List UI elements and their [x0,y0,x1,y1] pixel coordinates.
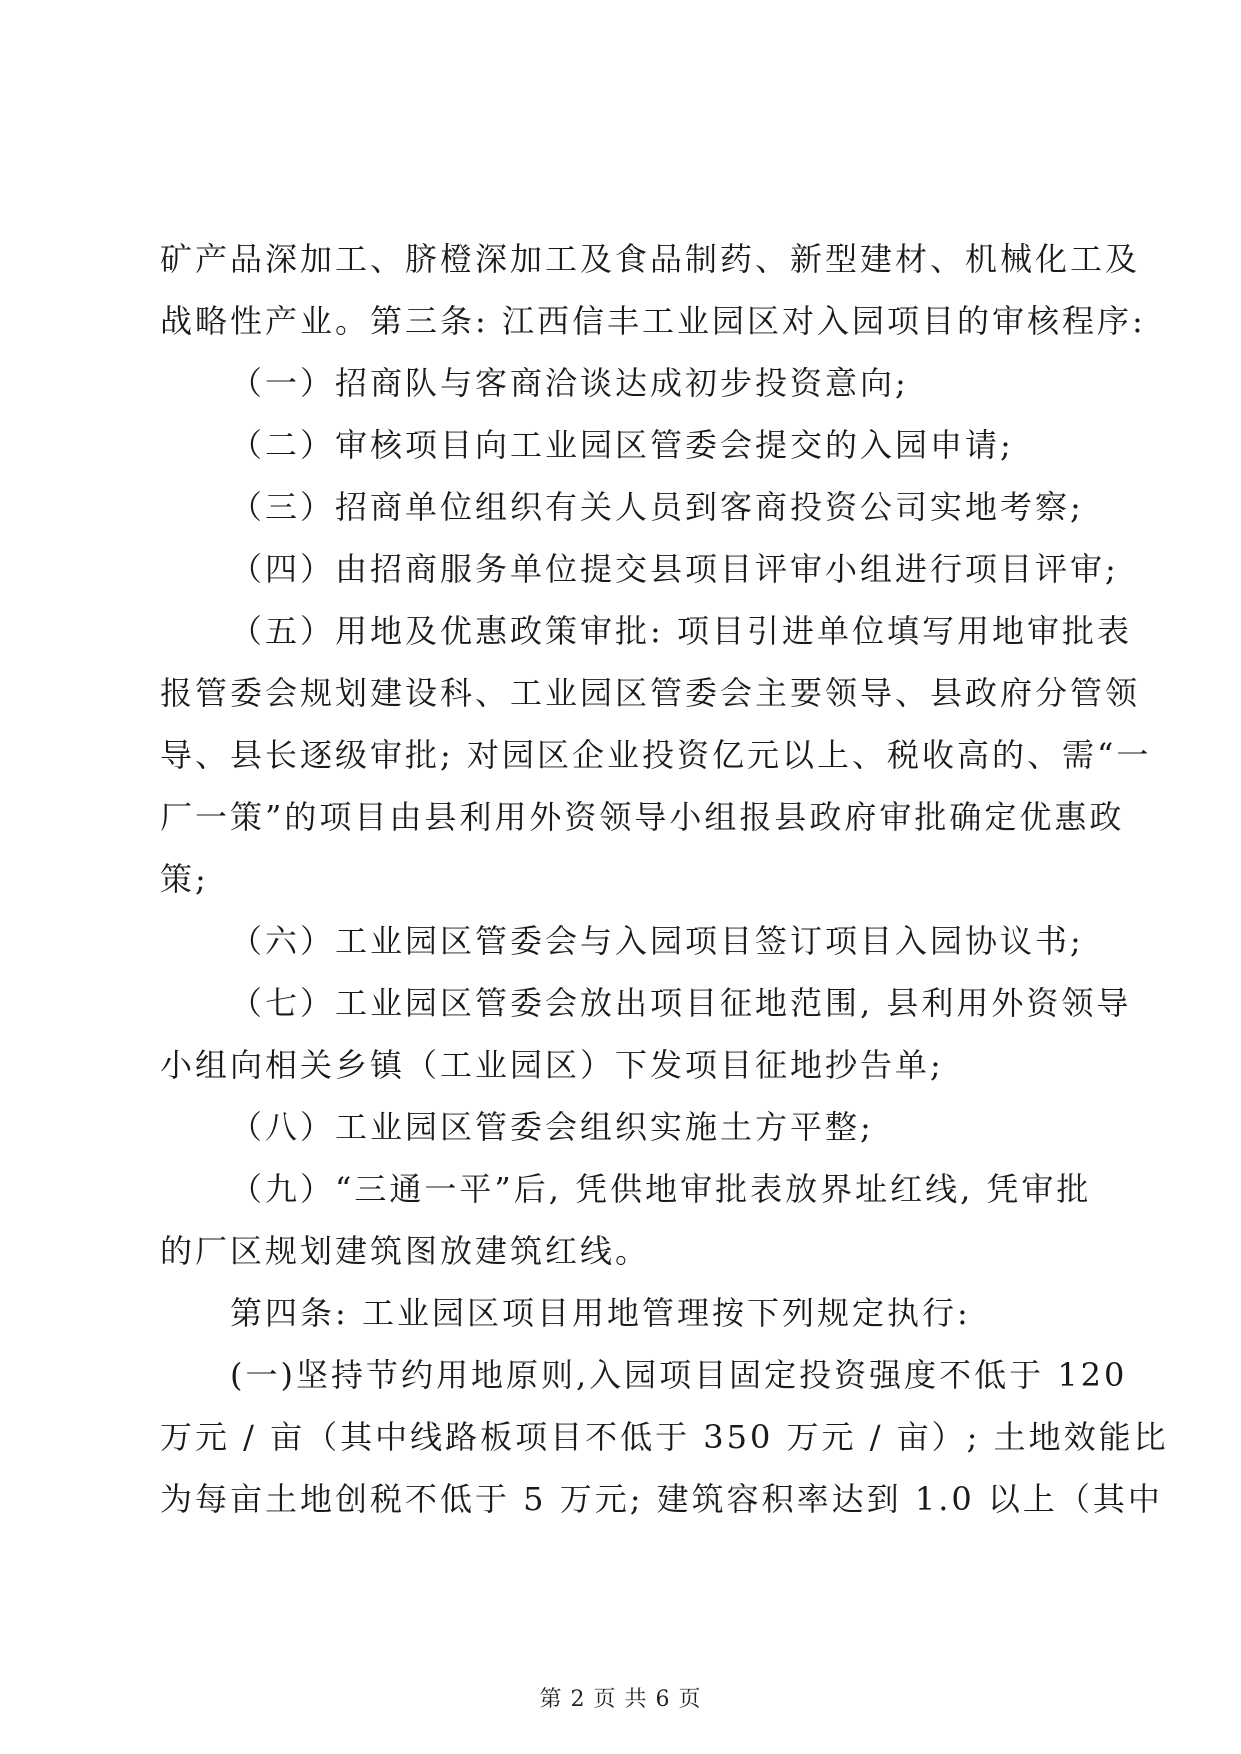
text-line: 报管委会规划建设科、工业园区管委会主要领导、县政府分管领 [160,674,1141,712]
text-line: 万元 / 亩（其中线路板项目不低于 350 万元 / 亩）; 土地效能比 [160,1418,1169,1456]
page-footer: 第 2 页 共 6 页 [539,1687,702,1712]
text-line: 矿产品深加工、脐橙深加工及食品制药、新型建材、机械化工及 [160,240,1141,278]
text-line: 的厂区规划建筑图放建筑红线。 [160,1232,651,1270]
text-line: （九）“三通一平”后, 凭供地审批表放界址红线, 凭审批 [230,1170,1092,1208]
document-body [160,228,1169,1530]
text-line: （五）用地及优惠政策审批: 项目引进单位填写用地审批表 [230,612,1132,650]
text-line: 战略性产业。第三条: 江西信丰工业园区对入园项目的审核程序: [160,302,1146,340]
text-line: 为每亩土地创税不低于 5 万元; 建筑容积率达到 1.0 以上（其中 [160,1480,1163,1518]
text-line: （四）由招商服务单位提交县项目评审小组进行项目评审; [230,550,1119,588]
text-line: （六）工业园区管委会与入园项目签订项目入园协议书; [230,922,1084,960]
text-line: 厂一策”的项目由县利用外资领导小组报县政府审批确定优惠政 [160,798,1125,836]
text-line: 小组向相关乡镇（工业园区）下发项目征地抄告单; [160,1046,944,1084]
text-line: （七）工业园区管委会放出项目征地范围, 县利用外资领导 [230,984,1132,1022]
text-line: （一）招商队与客商洽谈达成初步投资意向; [230,364,909,402]
text-line: （三）招商单位组织有关人员到客商投资公司实地考察; [230,488,1084,526]
text-line: 导、县长逐级审批; 对园区企业投资亿元以上、税收高的、需“一 [160,736,1152,774]
text-line: （二）审核项目向工业园区管委会提交的入园申请; [230,426,1014,464]
text-line: 策; [160,860,209,898]
text-line: 第四条: 工业园区项目用地管理按下列规定执行: [230,1294,971,1332]
text-line: (一)坚持节约用地原则,入园项目固定投资强度不低于 120 [230,1356,1128,1394]
text-line: （八）工业园区管委会组织实施土方平整; [230,1108,874,1146]
